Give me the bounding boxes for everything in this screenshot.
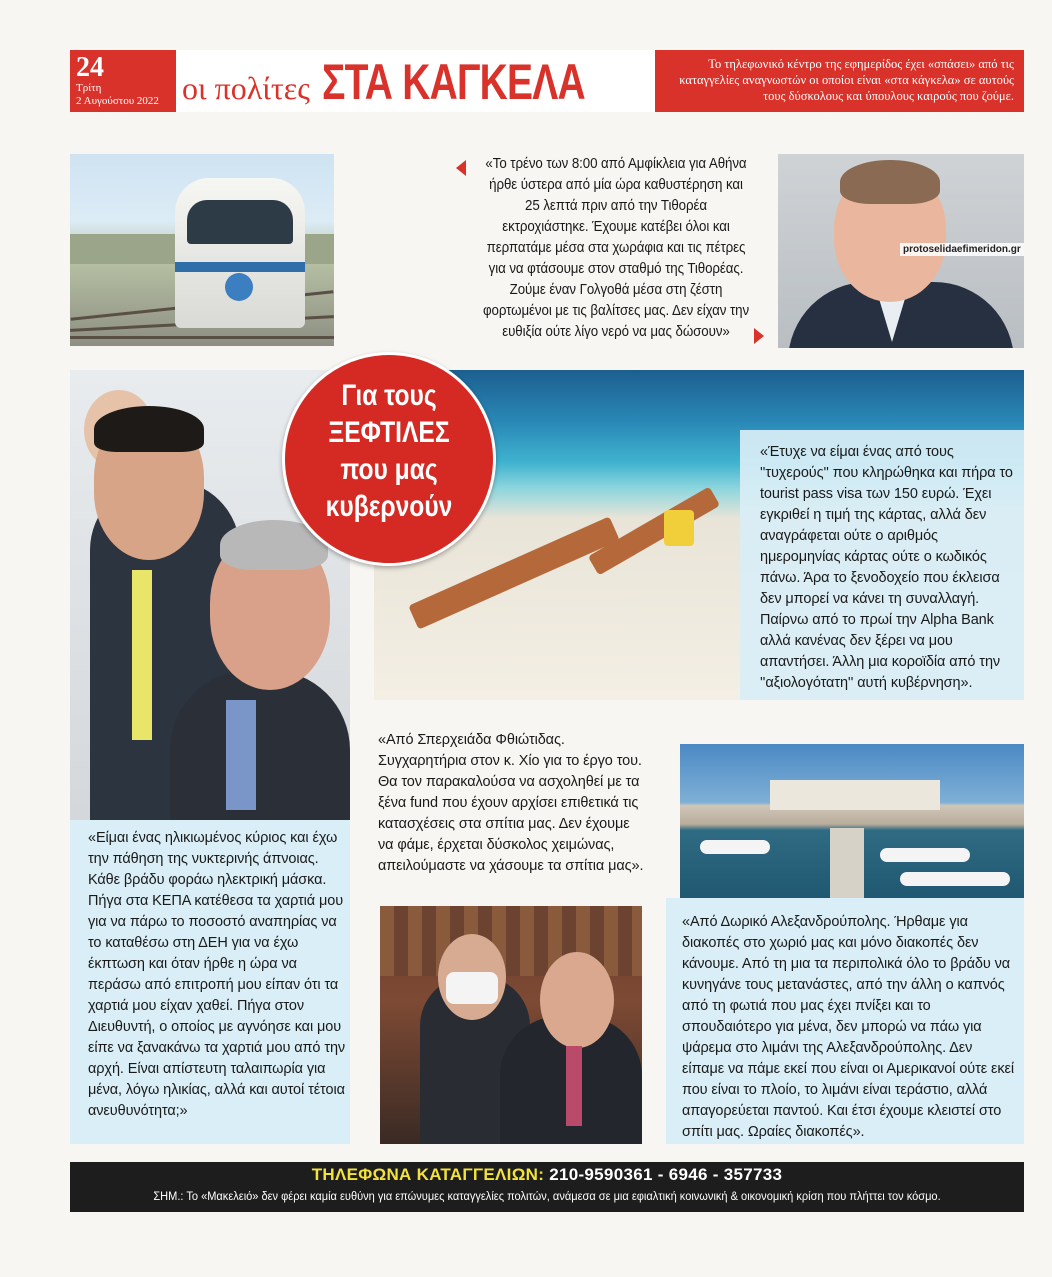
section-title-main: ΣΤΑ ΚΑΓΚΕΛΑ [321,54,585,110]
headline-line: Για τους [341,379,437,412]
tie-yellow [132,570,152,740]
face-mask [446,972,498,1004]
rail-line [70,336,334,339]
boat [900,872,1010,886]
harbor-building [770,780,940,810]
parliament-photo [380,906,642,1144]
quote-beach: «Έτυχε να είμαι ένας από τους ''τυχερούς'' που κληρώθηκα και πήρα το tourist pass visa των 150 ευρώ. Έχει εγκριθεί η τιμή της κάρτας, αλλά δεν αναγράφεται ούτε ο αριθμός ημερομηνίας κάρτας ούτε ο κωδικός πάνω. Άρα το ξενοδοχείο που έκλεισα δεν μπορεί να κάνει τη συναλλαγή. Παίρνω από το πρωί την Alpha Bank αλλά κανένας δεν ξέρει να μου απαντήσει. Άλλη μια κοροϊδία από την ''αξιολογότατη'' αυτή κυβέρνηση». [760,444,1013,691]
section-title-prefix: οι πολίτες [182,70,310,106]
train-photo [70,154,334,346]
quote-arrow-right-icon [754,328,764,344]
boat [700,840,770,854]
page-number-block [70,50,176,112]
disclaimer-note: ΣΗΜ.: Το «Μακελειό» δεν φέρει καμία ευθύνη για επώνυμες καταγγελίες πολιτών, ανάμεσα σε μια εφιαλτική κοινωνική & οικονομική κρίση που πλήττει τον κόσμο. [153,1191,941,1203]
hair [840,160,940,204]
train-logo-icon [225,273,253,301]
beach-bag [664,510,694,546]
phones-label: ΤΗΛΕΦΩΝΑ ΚΑΤΑΓΓΕΛΙΩΝ: [311,1165,545,1184]
tie [566,1046,582,1126]
issue-day: Τρίτη [76,82,102,94]
page-header [70,50,1024,112]
section-title [182,52,722,110]
headline-circle [282,352,496,566]
quote-arrow-left-icon [456,160,466,176]
quote-elder: «Είμαι ένας ηλικιωμένος κύριος και έχω την πάθηση της νυκτερινής άπνοιας. Κάθε βράδυ φοράω ηλεκτρική μάσκα. Πήγα στα ΚΕΠΑ κατέθεσα τα χαρτιά μου για να πάρω το ποσοστό αναπηρίας να το καταθέσω στη ΔΕΗ για να έχω έκπτωση και όταν ήρθε η ώρα να περάσω από επιτροπή μου είπαν ότι τα χαρτιά μου είχαν χαθεί. Πήγα στον Διευθυντή, ο οποίος με αγνόησε και μου είπε να ξανακάνω τα χαρτιά μου από την αρχή. Είναι απίστευτη ταλαιπωρία για μένα, λόγω ηλικίας, αλλά και αυτοί τέτοια ανευθυνότητα;» [88,830,346,1119]
headline-line: ΞΕΦΤΙΛΕΣ [328,416,450,449]
harbor-photo [680,744,1024,898]
section-description: Το τηλεφωνικό κέντρο της εφημερίδος έχει «σπάσει» από τις καταγγελίες αναγνωστών οι οποίοι είναι «στα κάγκελα» σε αυτούς τους δύσκολους και ύπουλους καιρούς που ζούμε. [655,50,1024,112]
face-right [540,952,614,1048]
complaints-footer [70,1162,1024,1212]
headline-line: κυβερνούν [325,490,453,523]
quote-train: «Το τρένο των 8:00 από Αμφίκλεια για Αθήνα ήρθε ύστερα από μία ώρα καθυστέρηση και 25 λεπτά πριν από την Τιθορέα εκτροχιάστηκε. Έχουμε κατέβει όλοι και περπατάμε μέσα στα χωράφια και τις πέτρες για να φτάσουμε στον σταθμό της Τιθορέας. Ζούμε έναν Γολγοθά μέσα στη ζέστη φορτωμένοι με τις βαλίτσες μας. Δεν είχαν την ευθιξία ούτε λίγο νερό να μας δώσουν» [482,156,750,340]
phones-numbers: 210-9590361 - 6946 - 357733 [549,1165,783,1184]
quote-sperch: «Από Σπερχειάδα Φθιώτιδας. Συγχαρητήρια στον κ. Χίο για το έργο του. Θα τον παρακαλούσα να ασχοληθεί με τα ξένα fund που έχουν αρχίσει επιθετικά τις κατασχέσεις στα σπίτια μας. Δεν έχουμε να φάμε, έρχεται δύσκολος χειμώνας, απειλούμαστε να χάσουμε τα σπίτια μας». [378,732,644,874]
page-number: 24 [76,52,104,83]
watermark: protoselidaefimeridon.gr [900,243,1024,256]
headline-line: που μας [340,453,438,486]
boat [880,848,970,862]
issue-date: 2 Αυγούστου 2022 [76,95,159,107]
pier [830,828,864,898]
hair-left [94,406,204,452]
train [175,178,305,328]
tie-blue [226,700,256,810]
quote-alex: «Από Δωρικό Αλεξανδρούπολης. Ήρθαμε για διακοπές στο χωριό μας και μόνο διακοπές δεν κάνουμε. Από τη μια τα περιπολικά όλο το βράδυ να κυνηγάνε τους μετανάστες, από την άλλη ο καπνός από τη φωτιά που μας έχει πνίξει και το σπουδαιότερο για μένα, δεν μπορώ να πάω για ψάρεμα στο λιμάνι της Αλεξανδρούπολης. Δεν είπαμε να πάμε εκεί που είναι οι Αμερικανοί ούτε εκεί που είναι το πλοίο, το λιμάνι είναι τεράστιο, αλλά απαγορεύεται παντού. Και έτσι έχουμε κλειστεί στο σπίτι μας. Ωραίες διακοπές». [682,914,1015,1140]
complaints-phones [70,1162,1024,1188]
suit-right [170,670,350,820]
train-stripe [175,262,305,272]
train-window [187,200,293,244]
